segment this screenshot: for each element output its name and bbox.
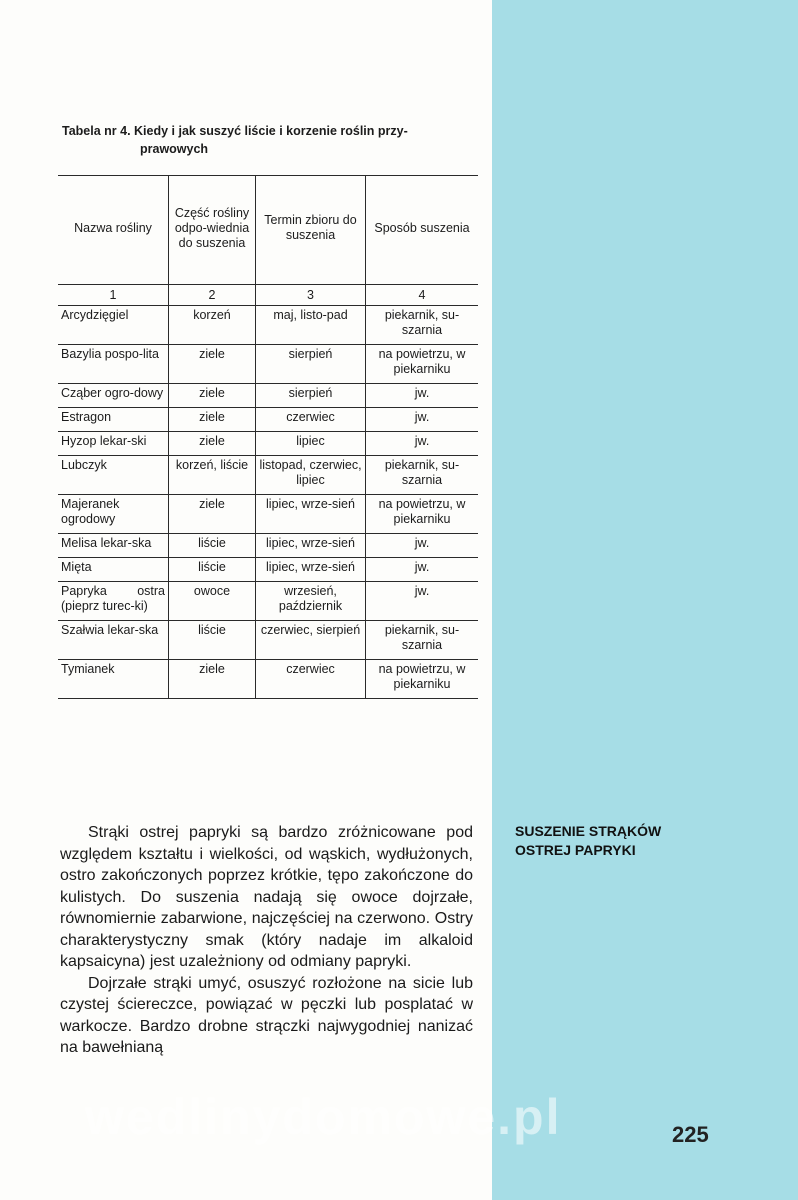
body-paragraph-1: Strąki ostrej papryki są bardzo zróżnicowane pod względem kształtu i wielkości, od wąskich, wydłużonych, ostro zakończonych poprzez krótkie, tępo zakończone do kulistych. Do suszenia nadają się owoce dojrzałe, równomiernie zabarwione, najczęściej na czerwono. Ostry charakterystyczny smak (który nadaje im alkaloid kapsaicyna) jest uzależniony od odmiany papryki. (60, 824, 473, 970)
cell-plant-part: ziele (169, 345, 256, 384)
herb-drying-table (58, 175, 478, 699)
cell-harvest-time: czerwiec, sierpień (256, 621, 366, 660)
cell-plant-name: Melisa lekar-ska (58, 534, 169, 558)
table-row (58, 621, 478, 660)
section-heading-line1: SUSZENIE STRĄKÓW (515, 823, 662, 839)
cell-drying-method: na powietrzu, w piekarniku (366, 345, 479, 384)
cell-plant-part: ziele (169, 384, 256, 408)
table-caption-line1: Tabela nr 4. Kiedy i jak suszyć liście i korzenie roślin przy- (62, 124, 408, 138)
cell-plant-name: Lubczyk (58, 456, 169, 495)
cell-plant-part: owoce (169, 582, 256, 621)
table-body (58, 306, 478, 699)
cell-drying-method: jw. (366, 534, 479, 558)
cell-drying-method: jw. (366, 432, 479, 456)
table-row (58, 408, 478, 432)
header-harvest-time: Termin zbioru do suszenia (256, 176, 366, 285)
body-paragraph-2: Dojrzałe strąki umyć, osuszyć rozłożone na sicie lub czystej ściereczce, powiązać w pęczki lub posplatać w warkocze. Bardzo drobne strączki najwygodniej nanizać na bawełnianą (60, 974, 473, 1056)
column-number: 1 (58, 285, 169, 306)
cell-plant-name: Cząber ogro-dowy (58, 384, 169, 408)
column-number: 3 (256, 285, 366, 306)
cell-harvest-time: maj, listo-pad (256, 306, 366, 345)
cell-harvest-time: sierpień (256, 384, 366, 408)
cell-harvest-time: wrzesień, październik (256, 582, 366, 621)
cell-plant-part: liście (169, 558, 256, 582)
table-row (58, 495, 478, 534)
cell-drying-method: piekarnik, su-szarnia (366, 621, 479, 660)
header-plant-name: Nazwa rośliny (58, 176, 169, 285)
table-caption-line2: prawowych (140, 142, 209, 156)
cell-plant-name: Majeranek ogrodowy (58, 495, 169, 534)
section-heading (515, 822, 785, 860)
table-row (58, 384, 478, 408)
cell-plant-name: Hyzop lekar-ski (58, 432, 169, 456)
cell-drying-method: jw. (366, 558, 479, 582)
cell-plant-name: Mięta (58, 558, 169, 582)
cell-plant-name: Bazylia pospo-lita (58, 345, 169, 384)
table-row (58, 345, 478, 384)
cell-harvest-time: lipiec, wrze-sień (256, 495, 366, 534)
cell-drying-method: jw. (366, 408, 479, 432)
cell-plant-part: liście (169, 534, 256, 558)
watermark: wedlinydomowe.pl (85, 1089, 562, 1145)
cell-harvest-time: listopad, czerwiec, lipiec (256, 456, 366, 495)
cell-harvest-time: lipiec, wrze-sień (256, 558, 366, 582)
column-number: 2 (169, 285, 256, 306)
section-heading-line2: OSTREJ PAPRYKI (515, 842, 636, 858)
cell-drying-method: na powietrzu, w piekarniku (366, 660, 479, 699)
table-row (58, 660, 478, 699)
cell-drying-method: jw. (366, 582, 479, 621)
header-plant-part: Część rośliny odpo-wiednia do suszenia (169, 176, 256, 285)
body-text (60, 822, 473, 1059)
cell-harvest-time: czerwiec (256, 408, 366, 432)
cell-harvest-time: czerwiec (256, 660, 366, 699)
cell-harvest-time: lipiec (256, 432, 366, 456)
cell-plant-name: Arcydzięgiel (58, 306, 169, 345)
table-caption (62, 122, 482, 158)
cell-harvest-time: sierpień (256, 345, 366, 384)
column-number: 4 (366, 285, 479, 306)
cell-drying-method: jw. (366, 384, 479, 408)
cell-drying-method: piekarnik, su-szarnia (366, 306, 479, 345)
cell-plant-name: Estragon (58, 408, 169, 432)
cell-plant-name: Papryka ostra (pieprz turec-ki) (58, 582, 169, 621)
table-row (58, 582, 478, 621)
cell-plant-part: liście (169, 621, 256, 660)
cell-drying-method: piekarnik, su-szarnia (366, 456, 479, 495)
cell-harvest-time: lipiec, wrze-sień (256, 534, 366, 558)
cell-plant-part: ziele (169, 660, 256, 699)
page-number: 225 (672, 1122, 709, 1147)
header-drying-method: Sposób suszenia (366, 176, 479, 285)
table-row (58, 306, 478, 345)
cell-plant-name: Tymianek (58, 660, 169, 699)
column-number-row (58, 285, 478, 306)
cell-plant-part: ziele (169, 408, 256, 432)
table-row (58, 456, 478, 495)
table-row (58, 432, 478, 456)
table-row (58, 558, 478, 582)
cell-plant-part: korzeń (169, 306, 256, 345)
cell-plant-part: ziele (169, 495, 256, 534)
cell-plant-part: korzeń, liście (169, 456, 256, 495)
table-header-row (58, 176, 478, 285)
cell-plant-name: Szałwia lekar-ska (58, 621, 169, 660)
cell-drying-method: na powietrzu, w piekarniku (366, 495, 479, 534)
cell-plant-part: ziele (169, 432, 256, 456)
table-row (58, 534, 478, 558)
margin-sidebar (492, 0, 798, 1200)
